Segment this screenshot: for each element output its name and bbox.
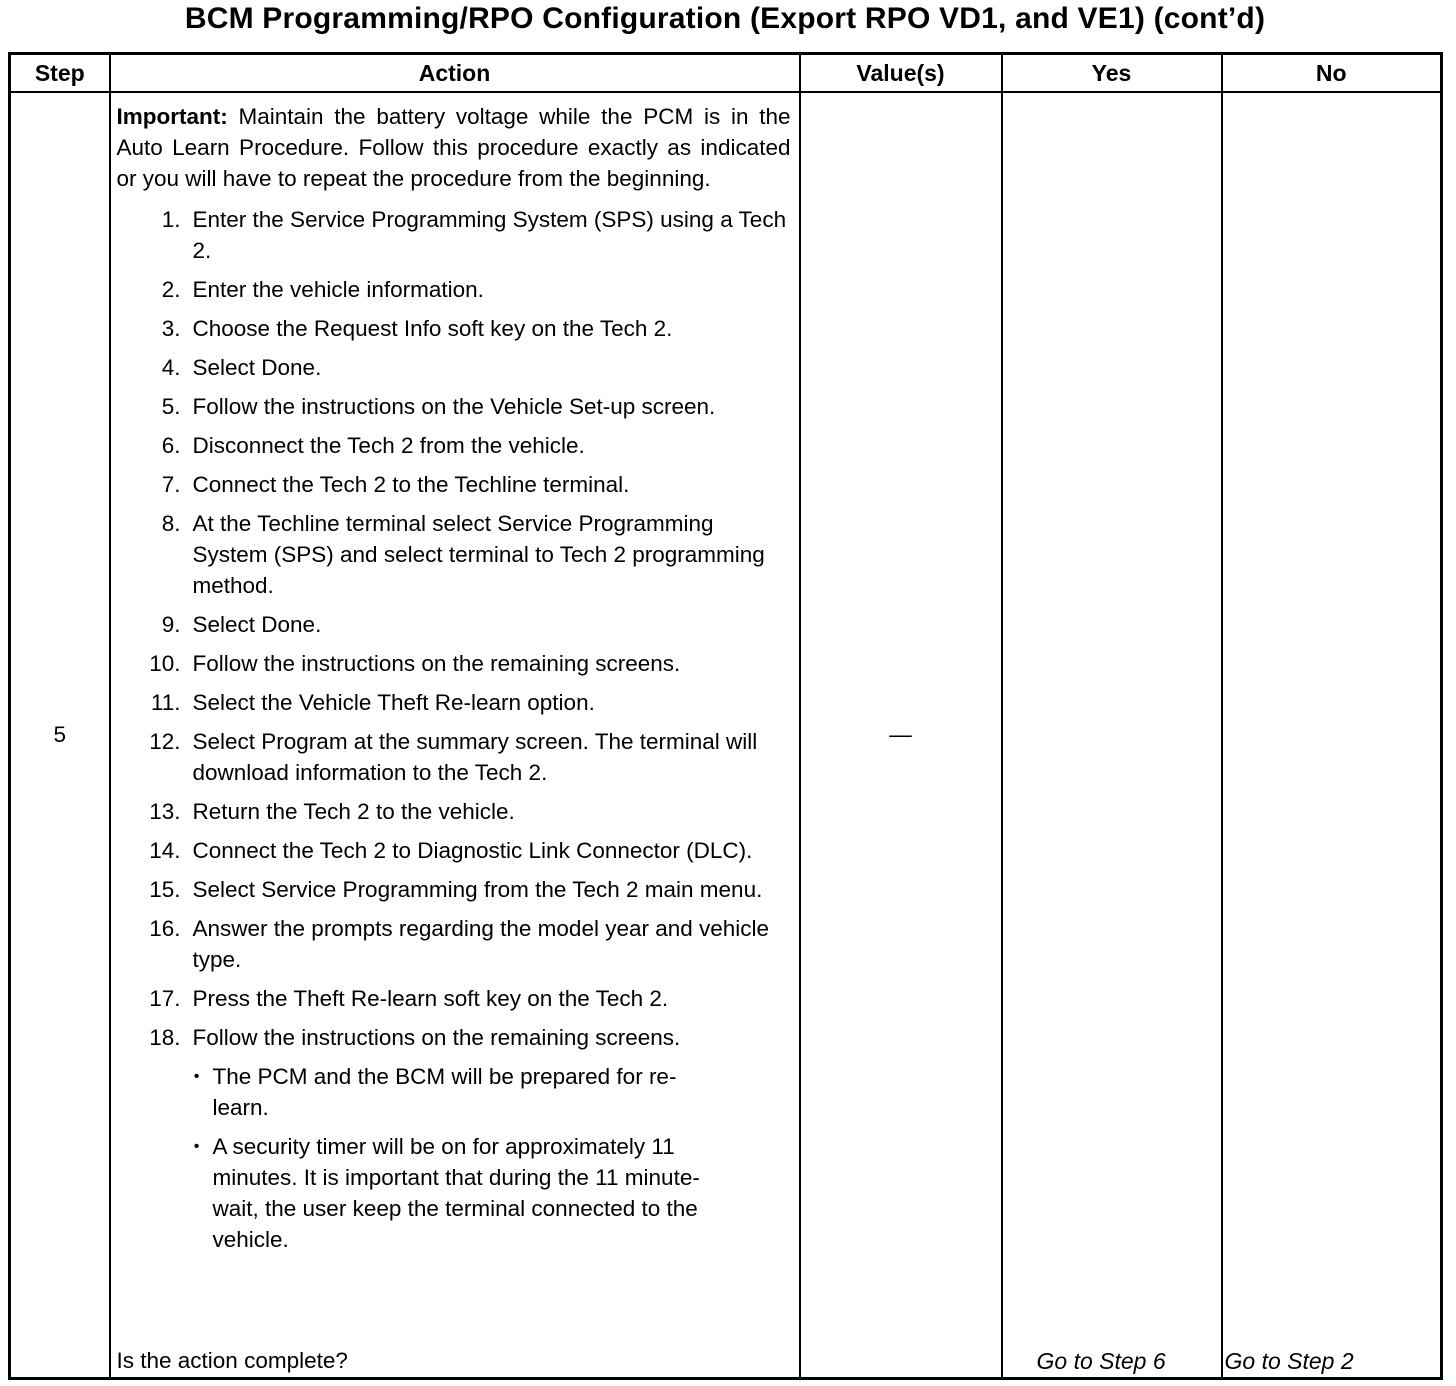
- important-text: Maintain the battery voltage while the PCM is in the Auto Learn Procedure. Follow this procedure exactly as indicated or you will have to repeat the procedure from the beginning.: [116, 104, 791, 191]
- step-index: 6.: [161, 433, 181, 458]
- step-index: 8.: [161, 511, 181, 536]
- step-text: Select Done.: [192, 355, 322, 380]
- step-text: Follow the instructions on the remaining screens.: [192, 651, 681, 676]
- list-item: [117, 835, 791, 866]
- sub-bullet-list: [181, 1061, 791, 1255]
- important-label: Important:: [116, 104, 228, 129]
- step-text: Return the Tech 2 to the vehicle.: [192, 799, 515, 824]
- step-text: Select Program at the summary screen. The terminal will download information to the Tech 2.: [192, 729, 758, 785]
- bullet-text: The PCM and the BCM will be prepared for re-learn.: [212, 1064, 677, 1120]
- action-cell: [110, 92, 800, 1379]
- list-item: [117, 469, 791, 500]
- yes-result: Go to Step 6: [1036, 1348, 1166, 1374]
- no-result: Go to Step 2: [1224, 1348, 1354, 1374]
- bullet-item: [181, 1061, 791, 1123]
- bullet-dot-icon: •: [193, 1068, 200, 1085]
- step-text: Press the Theft Re-learn soft key on the Tech 2.: [192, 986, 669, 1011]
- step-text: Follow the instructions on the remaining screens.: [192, 1025, 681, 1050]
- bullet-item: [181, 1131, 791, 1255]
- step-index: 15.: [149, 877, 181, 902]
- step-index: 9.: [161, 612, 181, 637]
- header-no: No: [1222, 54, 1442, 93]
- page-title: BCM Programming/RPO Configuration (Export RPO VD1, and VE1) (cont’d): [184, 2, 1266, 35]
- step-index: 11.: [150, 690, 181, 715]
- list-item: [117, 204, 791, 266]
- list-item: [117, 391, 791, 422]
- header-yes: Yes: [1002, 54, 1222, 93]
- header-step: Step: [10, 54, 110, 93]
- step-index: 16.: [149, 916, 181, 941]
- step-number: 5: [10, 92, 110, 1379]
- procedure-table: [8, 52, 1443, 1380]
- no-cell: [1222, 92, 1442, 1379]
- step-index: 18.: [149, 1025, 181, 1050]
- step-index: 4.: [161, 355, 181, 380]
- step-text: Enter the vehicle information.: [192, 277, 484, 302]
- list-item: [117, 609, 791, 640]
- list-item: [117, 648, 791, 679]
- list-item: [117, 313, 791, 344]
- list-item: [117, 796, 791, 827]
- list-item: [117, 430, 791, 461]
- step-text: At the Techline terminal select Service Programming System (SPS) and select terminal to Tech 2 programming method.: [192, 511, 765, 598]
- important-note: [117, 101, 791, 194]
- step-index: 5.: [161, 394, 181, 419]
- list-item: [117, 1022, 791, 1053]
- step-text: Select Done.: [192, 612, 322, 637]
- header-row: [10, 54, 1442, 93]
- step-index: 13.: [149, 799, 181, 824]
- header-action: Action: [110, 54, 800, 93]
- step-text: Enter the Service Programming System (SPS) using a Tech 2.: [192, 207, 787, 263]
- step-index: 14.: [149, 838, 181, 863]
- yes-cell: [1002, 92, 1222, 1379]
- list-item: [117, 687, 791, 718]
- step-index: 1.: [161, 207, 181, 232]
- bullet-dot-icon: •: [193, 1138, 200, 1155]
- step-index: 3.: [161, 316, 181, 341]
- header-values: Value(s): [800, 54, 1002, 93]
- list-item: [117, 508, 791, 601]
- step-text: Select the Vehicle Theft Re-learn option.: [192, 690, 595, 715]
- list-item: [117, 874, 791, 905]
- step-text: Answer the prompts regarding the model year and vehicle type.: [192, 916, 770, 972]
- list-item: [117, 274, 791, 305]
- list-item: [117, 726, 791, 788]
- list-item: [117, 913, 791, 975]
- step-index: 2.: [161, 277, 181, 302]
- step-index: 10.: [149, 651, 181, 676]
- question-text: Is the action complete?: [116, 1348, 348, 1373]
- step-index: 17.: [149, 986, 181, 1011]
- bullet-text: A security timer will be on for approximately 11 minutes. It is important that during the 11 minute-wait, the user keep the terminal connected to the vehicle.: [212, 1134, 700, 1252]
- step-index: 7.: [161, 472, 181, 497]
- step-text: Connect the Tech 2 to Diagnostic Link Connector (DLC).: [192, 838, 753, 863]
- value-cell: —: [800, 92, 1002, 1379]
- step-text: Select Service Programming from the Tech 2 main menu.: [192, 877, 763, 902]
- step-text: Connect the Tech 2 to the Techline terminal.: [192, 472, 630, 497]
- step-index: 12.: [149, 729, 181, 754]
- list-item: [117, 983, 791, 1014]
- list-item: [117, 352, 791, 383]
- step-text: Disconnect the Tech 2 from the vehicle.: [192, 433, 585, 458]
- table-row: [10, 92, 1442, 1379]
- step-list: [117, 204, 791, 1053]
- step-text: Follow the instructions on the Vehicle Set-up screen.: [192, 394, 716, 419]
- step-text: Choose the Request Info soft key on the Tech 2.: [192, 316, 673, 341]
